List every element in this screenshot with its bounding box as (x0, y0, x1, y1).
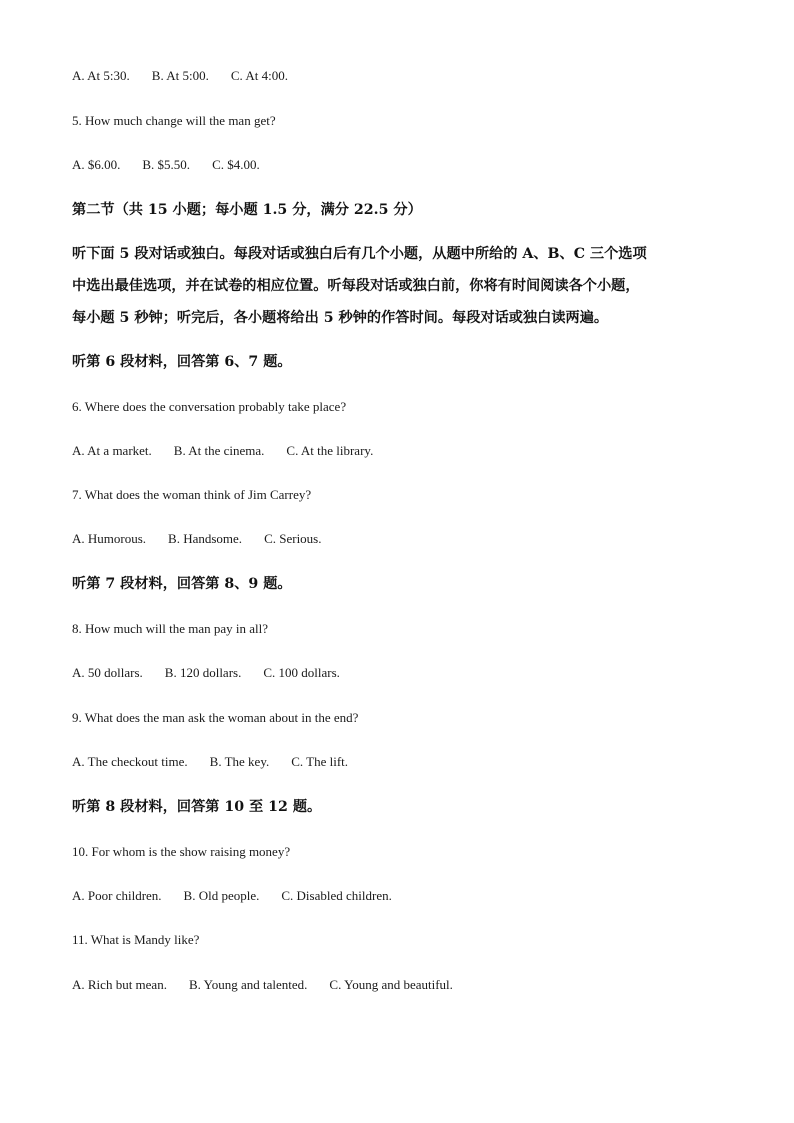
option-c: C. 100 dollars. (263, 665, 340, 680)
option-b: B. $5.50. (142, 157, 191, 172)
option-c: C. $4.00. (212, 157, 260, 172)
instruction-text: 听下面 5 段对话或独白。每段对话或独白后有几个小题，从题中所给的 A、B、C 三个选项 (72, 246, 647, 262)
option-b: B. 120 dollars. (164, 665, 242, 680)
option-a: A. 50 dollars. (72, 665, 143, 680)
instruction-text: 中选出最佳选项，并在试卷的相应位置。听每段对话或独白前，你将有时间阅读各个小题， (72, 278, 640, 294)
option-b: B. The key. (209, 754, 270, 769)
option-a: A. Rich but mean. (72, 977, 167, 992)
question-text: 6. Where does the conversation probably take place? (72, 399, 347, 414)
answer-options (72, 887, 392, 905)
answer-options (72, 664, 340, 682)
option-a: A. The checkout time. (72, 754, 188, 769)
instruction-text: 每小题 5 秒钟；听完后，各小题将给出 5 秒钟的作答时间。每段对话或独白读两遍。 (72, 310, 609, 326)
option-a: A. At 5:30. (72, 68, 130, 83)
option-b: B. Young and talented. (188, 977, 308, 992)
option-b: B. Old people. (183, 888, 260, 903)
question-text: 7. What does the woman think of Jim Carrey? (72, 487, 312, 502)
option-b: B. Handsome. (168, 531, 243, 546)
option-c: C. Young and beautiful. (329, 977, 453, 992)
option-a: A. Humorous. (72, 531, 147, 546)
material-heading: 听第 8 段材料，回答第 10 至 12 题。 (72, 799, 322, 815)
option-a: A. $6.00. (72, 157, 121, 172)
question-text: 9. What does the man ask the woman about in the end? (72, 710, 359, 725)
question-text: 10. For whom is the show raising money? (72, 844, 291, 859)
question-text: 11. What is Mandy like? (72, 932, 200, 947)
material-heading: 听第 6 段材料，回答第 6、7 题。 (72, 354, 292, 370)
option-c: C. At the library. (286, 443, 374, 458)
answer-options (72, 442, 373, 460)
section-title: 第二节（共 15 小题；每小题 1.5 分，满分 22.5 分） (72, 202, 422, 218)
answer-options (72, 530, 321, 548)
option-c: C. The lift. (291, 754, 349, 769)
option-c: C. Disabled children. (281, 888, 392, 903)
question-text: 5. How much change will the man get? (72, 113, 276, 128)
option-c: C. At 4:00. (230, 68, 288, 83)
answer-options (72, 156, 260, 174)
option-a: A. At a market. (72, 443, 152, 458)
material-heading: 听第 7 段材料，回答第 8、9 题。 (72, 576, 292, 592)
answer-options (72, 67, 288, 85)
option-a: A. Poor children. (72, 888, 162, 903)
option-b: B. At the cinema. (173, 443, 265, 458)
question-text: 8. How much will the man pay in all? (72, 621, 269, 636)
answer-options (72, 753, 348, 771)
option-c: C. Serious. (264, 531, 322, 546)
answer-options (72, 976, 453, 994)
option-b: B. At 5:00. (151, 68, 209, 83)
